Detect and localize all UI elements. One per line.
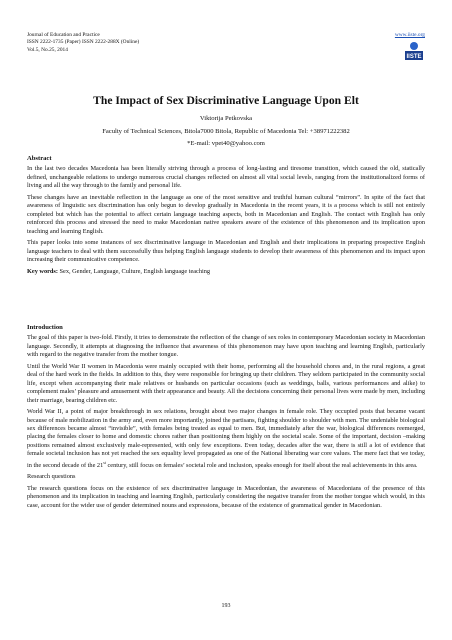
abstract-paragraph: This paper looks into some instances of sex discriminative language in Macedonian and English and their implications in preparing prospective English language teachers to deal with them successfully thus helping English language students to develop their awareness of this phenomenon and its impact upon increasing their communicative competence.	[27, 239, 425, 263]
abstract-heading: Abstract	[27, 155, 52, 162]
keywords-label: Key words:	[27, 268, 58, 276]
abstract-section	[27, 155, 425, 277]
introduction-heading: Introduction	[27, 324, 63, 331]
paragraph-text: century, still focus on females’ societal role and inclusion, speaks enough for itself about the real achievements in this area.	[105, 461, 418, 469]
body-paragraph: The research questions focus on the existence of sex discriminative language in Macedonian, the awareness of Macedonians of the presence of this phenomenon and its implication in teaching and learning English, particularly considering the negative transfer from the mother tongue which would, in this case, account for the wider use of gender determined nouns and expressions, because of the existence of grammatical gender in Macedonian.	[27, 484, 425, 509]
abstract-paragraph: These changes have an inevitable reflection in the language as one of the most sensitive and truthful human cultural “mirrors”. In spite of the fact that awareness of linguistic sex discrimination has only begun to develop gradually in Macedonia in the recent years, it is a process which is still not entirely completed but which has the potential to affect certain language teaching aspects, both in Macedonian and English. The contact with English has only reinforced this process and stressed the need to make Macedonian native speakers aware of the existence of this phenomenon and its implication upon teaching and learning English.	[27, 193, 425, 235]
journal-info	[27, 32, 139, 54]
journal-volume: Vol.5, No.25, 2014	[27, 46, 68, 53]
author-name: Viktorija Petkovska	[199, 115, 253, 122]
body-paragraph	[27, 408, 425, 470]
research-questions-heading: Research questions	[27, 473, 76, 481]
page-number: 193	[221, 603, 231, 609]
body-paragraph: Until the World War II women in Macedonia were mainly occupied with their home, performing all the household chores and, in the rural regions, a great deal of the hard work in the fields. In addition to this, they were responsible for bringing up their children. They seldom participated in the community social life, except when accompanying their male relatives or husbands on particular occasions (such as weddings, balls, various performances and alike) to complement males’ pleasure and amusement with their appearance and beauty. All the decisions concerning their personal lives were made by men, including their marriage, bearing children etc.	[27, 362, 425, 404]
paragraph-text: World War II, a point of major breakthrough in sex relations, brought about two major changes in female role. They occupied posts that became vacant because of male mobilization in the army and, even more importantly, joined the partisans, fighting shoulder to shoulder with men. The undeniable biological sex differences became almost “invisible”, with females being treated as equal to men. But, immediately after the war, biological differences reemerged, placing the females closer to home and domestic chores rather than positioning them highly on the societal scale. Some of the important, decision –making positions remained almost exclusively male-represented, with only few exceptions. Even today, decades after the war, there is still a lot of evidence that female societal inclusion has not yet reached the sex equality level propagated as one of the National liberating war core values. The mere fact that we today, in the second decade of the 21	[27, 408, 425, 469]
keywords-text: Sex, Gender, Language, Culture, English language teaching	[57, 268, 211, 276]
keywords-line	[27, 268, 425, 276]
ordinal-suffix: st	[103, 459, 106, 465]
iiste-logo	[403, 40, 425, 62]
paper-title: The Impact of Sex Discriminative Language Upon Elt	[93, 94, 359, 107]
abstract-paragraph: In the last two decades Macedonia has been literally striving through a process of long-lasting and tiresome transition, which caused the old, statically defined, unchangeable relations to undergo numerous crucial changes reflected on almost all vital social levels, ranging from the institutionalized forms of living and all the way through to the family and personal life.	[27, 165, 425, 190]
logo-text: IISTE	[406, 54, 422, 60]
introduction-section	[27, 324, 425, 510]
journal-links	[395, 32, 425, 39]
journal-url-link[interactable]: www.iiste.org	[394, 32, 425, 38]
journal-issn: ISSN 2222-1735 (Paper) ISSN 2222-288X (Online)	[27, 39, 140, 46]
body-paragraph: The goal of this paper is two-fold. Firstly, it tries to demonstrate the reflection of the change of sex roles in contemporary Macedonian society in Macedonian language. Secondly, it attempts at diagnosing the influence that awareness of this phenomenon may have upon teaching and learning English, particularly with regard to the negative transfer from the mother tongue.	[27, 334, 425, 359]
author-affiliation: Faculty of Technical Sciences, Bitola7000 Bitola, Republic of Macedonia Tel: +38971222382	[102, 128, 350, 135]
author-email: *E-mail: vpet40@yahoo.com	[187, 140, 265, 147]
journal-name: Journal of Education and Practice	[27, 32, 100, 38]
